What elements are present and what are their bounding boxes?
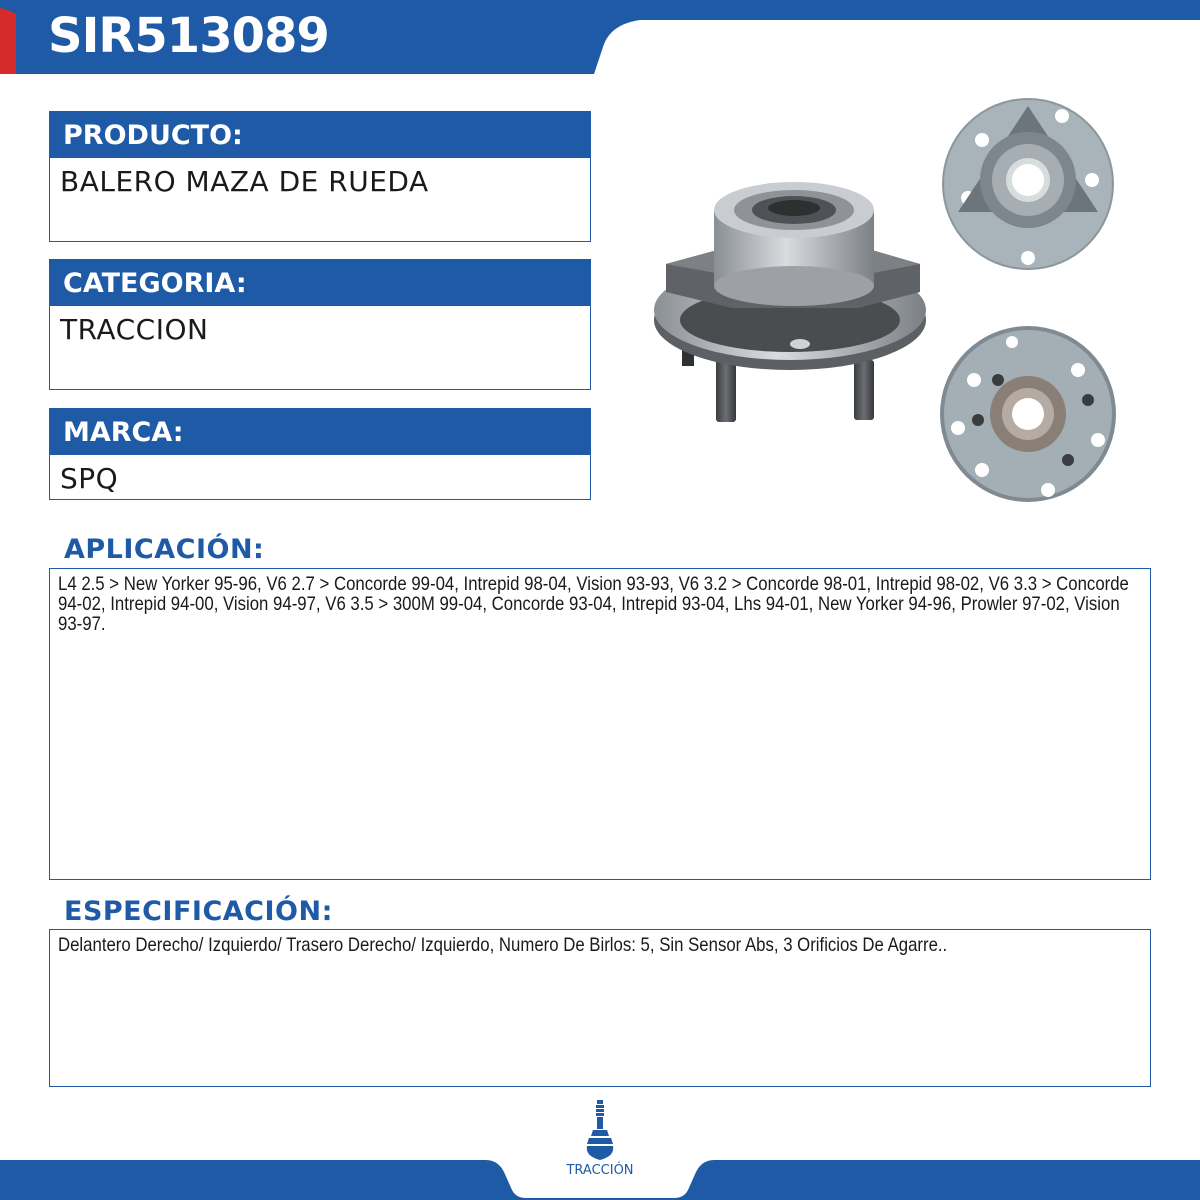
specification-text: Delantero Derecho/ Izquierdo/ Trasero Derecho/ Izquierdo, Numero De Birlos: 5, Sin Sensor Abs, 3 Orificios De Agarre.. [58,934,948,956]
footer-category-label: TRACCIÓN [566,1163,634,1178]
category-field [49,259,591,390]
application-panel [49,568,1151,880]
specification-title: ESPECIFICACIÓN: [64,896,333,927]
brand-value: SPQ [60,462,119,495]
hub-bearing-back-image [938,94,1118,274]
hub-bearing-side-image [648,170,928,430]
product-label: PRODUCTO: [50,112,590,158]
brand-field [49,408,591,500]
application-title: APLICACIÓN: [64,534,265,565]
product-field [49,111,591,242]
specification-panel [49,929,1151,1087]
hub-bearing-front-image [938,320,1118,510]
product-value: BALERO MAZA DE RUEDA [60,165,429,198]
part-number: SIR513089 [48,8,329,64]
category-label: CATEGORIA: [50,260,590,306]
cv-joint-icon [585,1100,615,1162]
brand-label: MARCA: [50,409,590,455]
application-text: L4 2.5 > New Yorker 95-96, V6 2.7 > Concorde 99-04, Intrepid 98-04, Vision 93-93, V6 3.2 > Concorde 98-01, Intrepid 98-02, V6 3.3 > Concorde 94-02, Intrepid 94-00, Vision 94-97, V6 3.5 > 300M 99-04, Concorde 93-04, Intrepid 93-04, Lhs 94-01, New Yorker 94-96, Prowler 97-02, Vision 93-97. [58,573,1129,635]
category-value: TRACCION [60,313,209,346]
